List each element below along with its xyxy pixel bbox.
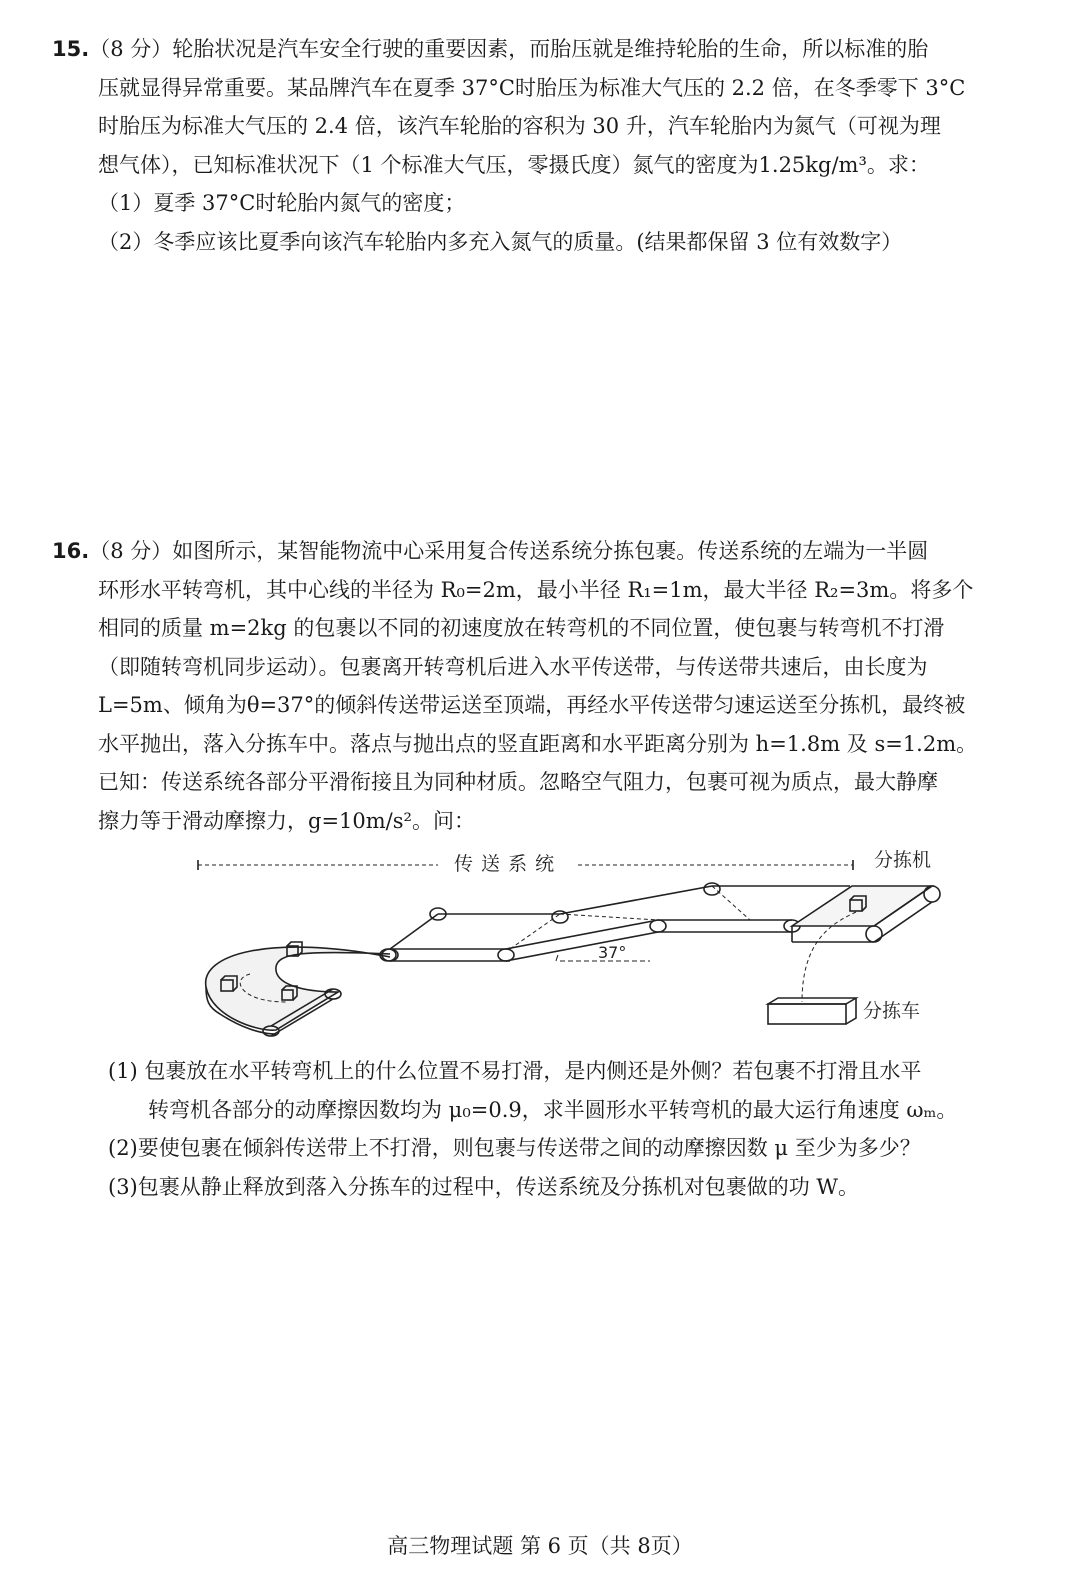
text-line: 想气体），已知标准状况下（1 个标准大气压，零摄氏度）氮气的密度为1.25kg/m³。求： — [98, 152, 930, 177]
sorting-cart — [768, 998, 920, 1024]
text-line: 水平抛出，落入分拣车中。落点与抛出点的竖直距离和水平距离分别为 h=1.8m 及 s=1.2m。 — [98, 731, 978, 756]
page-footer: 高三物理试题 第 6 页（共 8页） — [387, 1534, 693, 1558]
horizontal-conveyor-1 — [390, 908, 560, 961]
sub-questions — [108, 1052, 1043, 1206]
cart-label: 分拣车 — [863, 1000, 921, 1022]
system-label: 传 送 系 统 — [454, 853, 556, 875]
text-line: 压就显得异常重要。某品牌汽车在夏季 37°C时胎压为标准大气压的 2.2 倍，在冬季零下 3°C — [98, 75, 966, 100]
text-line: （即随转弯机同步运动）。包裹离开转弯机后进入水平传送带，与传送带共速后，由长度为 — [98, 654, 928, 679]
question-number: 15. — [52, 37, 90, 61]
roller — [650, 920, 666, 932]
sub-question-2: (2)要使包裹在倾斜传送带上不打滑，则包裹与传送带之间的动摩擦因数 μ 至少为多少？ — [108, 1136, 921, 1160]
roller — [552, 911, 568, 923]
text-line: 相同的质量 m=2kg 的包裹以不同的初速度放在转弯机的不同位置，使包裹与转弯机不打滑 — [98, 616, 945, 640]
text-line: 环形水平转弯机，其中心线的半径为 R₀=2m，最小半径 R₁=1m，最大半径 R₂=3m。将多个 — [98, 577, 974, 602]
sorter-label: 分拣机 — [874, 849, 932, 871]
sub-question-1-cont: 转弯机各部分的动摩擦因数均为 μ₀=0.9，求半圆形水平转弯机的最大运行角速度 ωₘ。 — [148, 1097, 958, 1122]
text-line: 已知：传送系统各部分平滑衔接且为同种材质。忽略空气阻力，包裹可视为质点，最大静摩 — [98, 770, 938, 794]
turning-machine — [206, 947, 398, 1036]
roller — [924, 886, 940, 902]
sub-question-3: (3)包裹从静止释放到落入分拣车的过程中，传送系统及分拣机对包裹做的功 W。 — [108, 1174, 860, 1199]
roller — [866, 926, 882, 942]
question-number: 16. — [52, 539, 90, 563]
text-line: （8 分）如图所示，某智能物流中心采用复合传送系统分拣包裹。传送系统的左端为一半圆 — [89, 539, 929, 563]
sorter-machine — [792, 886, 940, 1002]
conveyor-diagram — [190, 842, 950, 1047]
sub-question: （1）夏季 37°C时轮胎内氮气的密度； — [98, 191, 466, 215]
roller — [704, 883, 720, 895]
text-line: （8 分）轮胎状况是汽车安全行驶的重要因素，而胎压就是维持轮胎的生命，所以标准的胎 — [89, 37, 929, 61]
question-15 — [52, 30, 1042, 261]
sub-question-1: (1) 包裹放在水平转弯机上的什么位置不易打滑，是内侧还是外侧？若包裹不打滑且水平 — [108, 1059, 922, 1083]
text-line: 时胎压为标准大气压的 2.4 倍，该汽车轮胎的容积为 30 升，汽车轮胎内为氮气（可视为理 — [98, 114, 941, 138]
angle-label: 37° — [598, 943, 627, 962]
sub-question: （2）冬季应该比夏季向该汽车轮胎内多充入氮气的质量。(结果都保留 3 位有效数字） — [98, 229, 903, 254]
text-line: 擦力等于滑动摩擦力，g=10m/s²。问： — [98, 808, 475, 833]
text-line: L=5m、倾角为θ=37°的倾斜传送带运送至顶端，再经水平传送带匀速运送至分拣机，最终被 — [98, 693, 966, 717]
inclined-conveyor — [506, 886, 712, 962]
question-16 — [52, 532, 1042, 840]
